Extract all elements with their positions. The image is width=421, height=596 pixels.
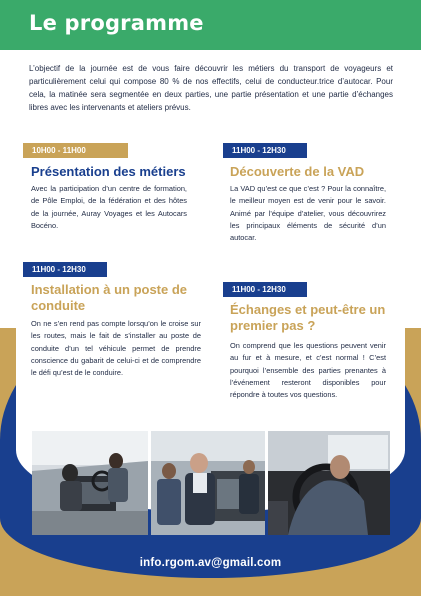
contact-email[interactable]: info.rgom.av@gmail.com xyxy=(139,557,282,569)
section-title-installation: Installation à un poste de conduite xyxy=(31,282,188,313)
photo-workshop-visit xyxy=(151,431,265,535)
section-title-echanges: Échanges et peut-être un premier pas ? xyxy=(230,302,386,333)
time-badge-installation: 11H00 - 12H30 xyxy=(23,262,107,277)
section-text-echanges: On comprend que les questions peuvent venir au fur et à mesure, et c’est normal ! C’est pourquoi l’ensemble des parties prenantes à l’événement resteront disponibles pour répondre à toutes vos questions. xyxy=(230,341,386,400)
section-title-presentation: Présentation des métiers xyxy=(31,164,186,179)
time-badge-vad: 11H00 - 12H30 xyxy=(223,143,307,158)
section-text-presentation: Avec la participation d’un centre de formation, de Pôle Emploi, de la fédération et des hôtes de la journée, Auray Voyages et les Autocars Bocéno. xyxy=(31,184,187,230)
section-title-vad: Découverte de la VAD xyxy=(230,164,365,179)
photo-driving-simulator xyxy=(32,431,148,535)
section-text-vad: La VAD qu’est ce que c’est ? Pour la connaître, le meilleur moyen est de venir pour le savoir. Animé par l’équipe d’atelier, vous découvrirez les principaux éléments de sécurité d’un autocar. xyxy=(230,184,386,243)
section-text-installation: On ne s’en rend pas compte lorsqu’on le croise sur les routes, mais le fait de s’installer au poste de conduite d’un tel véhicule permet de prendre conscience du gabarit de celui-ci et de comprendre le défi qu’est de le conduire. xyxy=(31,319,201,378)
header-banner xyxy=(0,0,421,50)
intro-paragraph: L’objectif de la journée est de vous faire découvrir les métiers du transport de voyageurs et particulièrement celui qui compose 80 % de nos effectifs, celui de conducteur.trice d’autocar. Pour cela, la matinée sera segmentée en deux parties, une partie présentation et une partie d’échanges libres avec les intervenants et ateliers prévus. xyxy=(29,64,393,112)
time-badge-presentation: 10H00 - 11H00 xyxy=(23,143,128,158)
time-badge-echanges: 11H00 - 12H30 xyxy=(223,282,307,297)
photo-driver-seat xyxy=(268,431,390,535)
page-title: Le programme xyxy=(29,11,204,35)
